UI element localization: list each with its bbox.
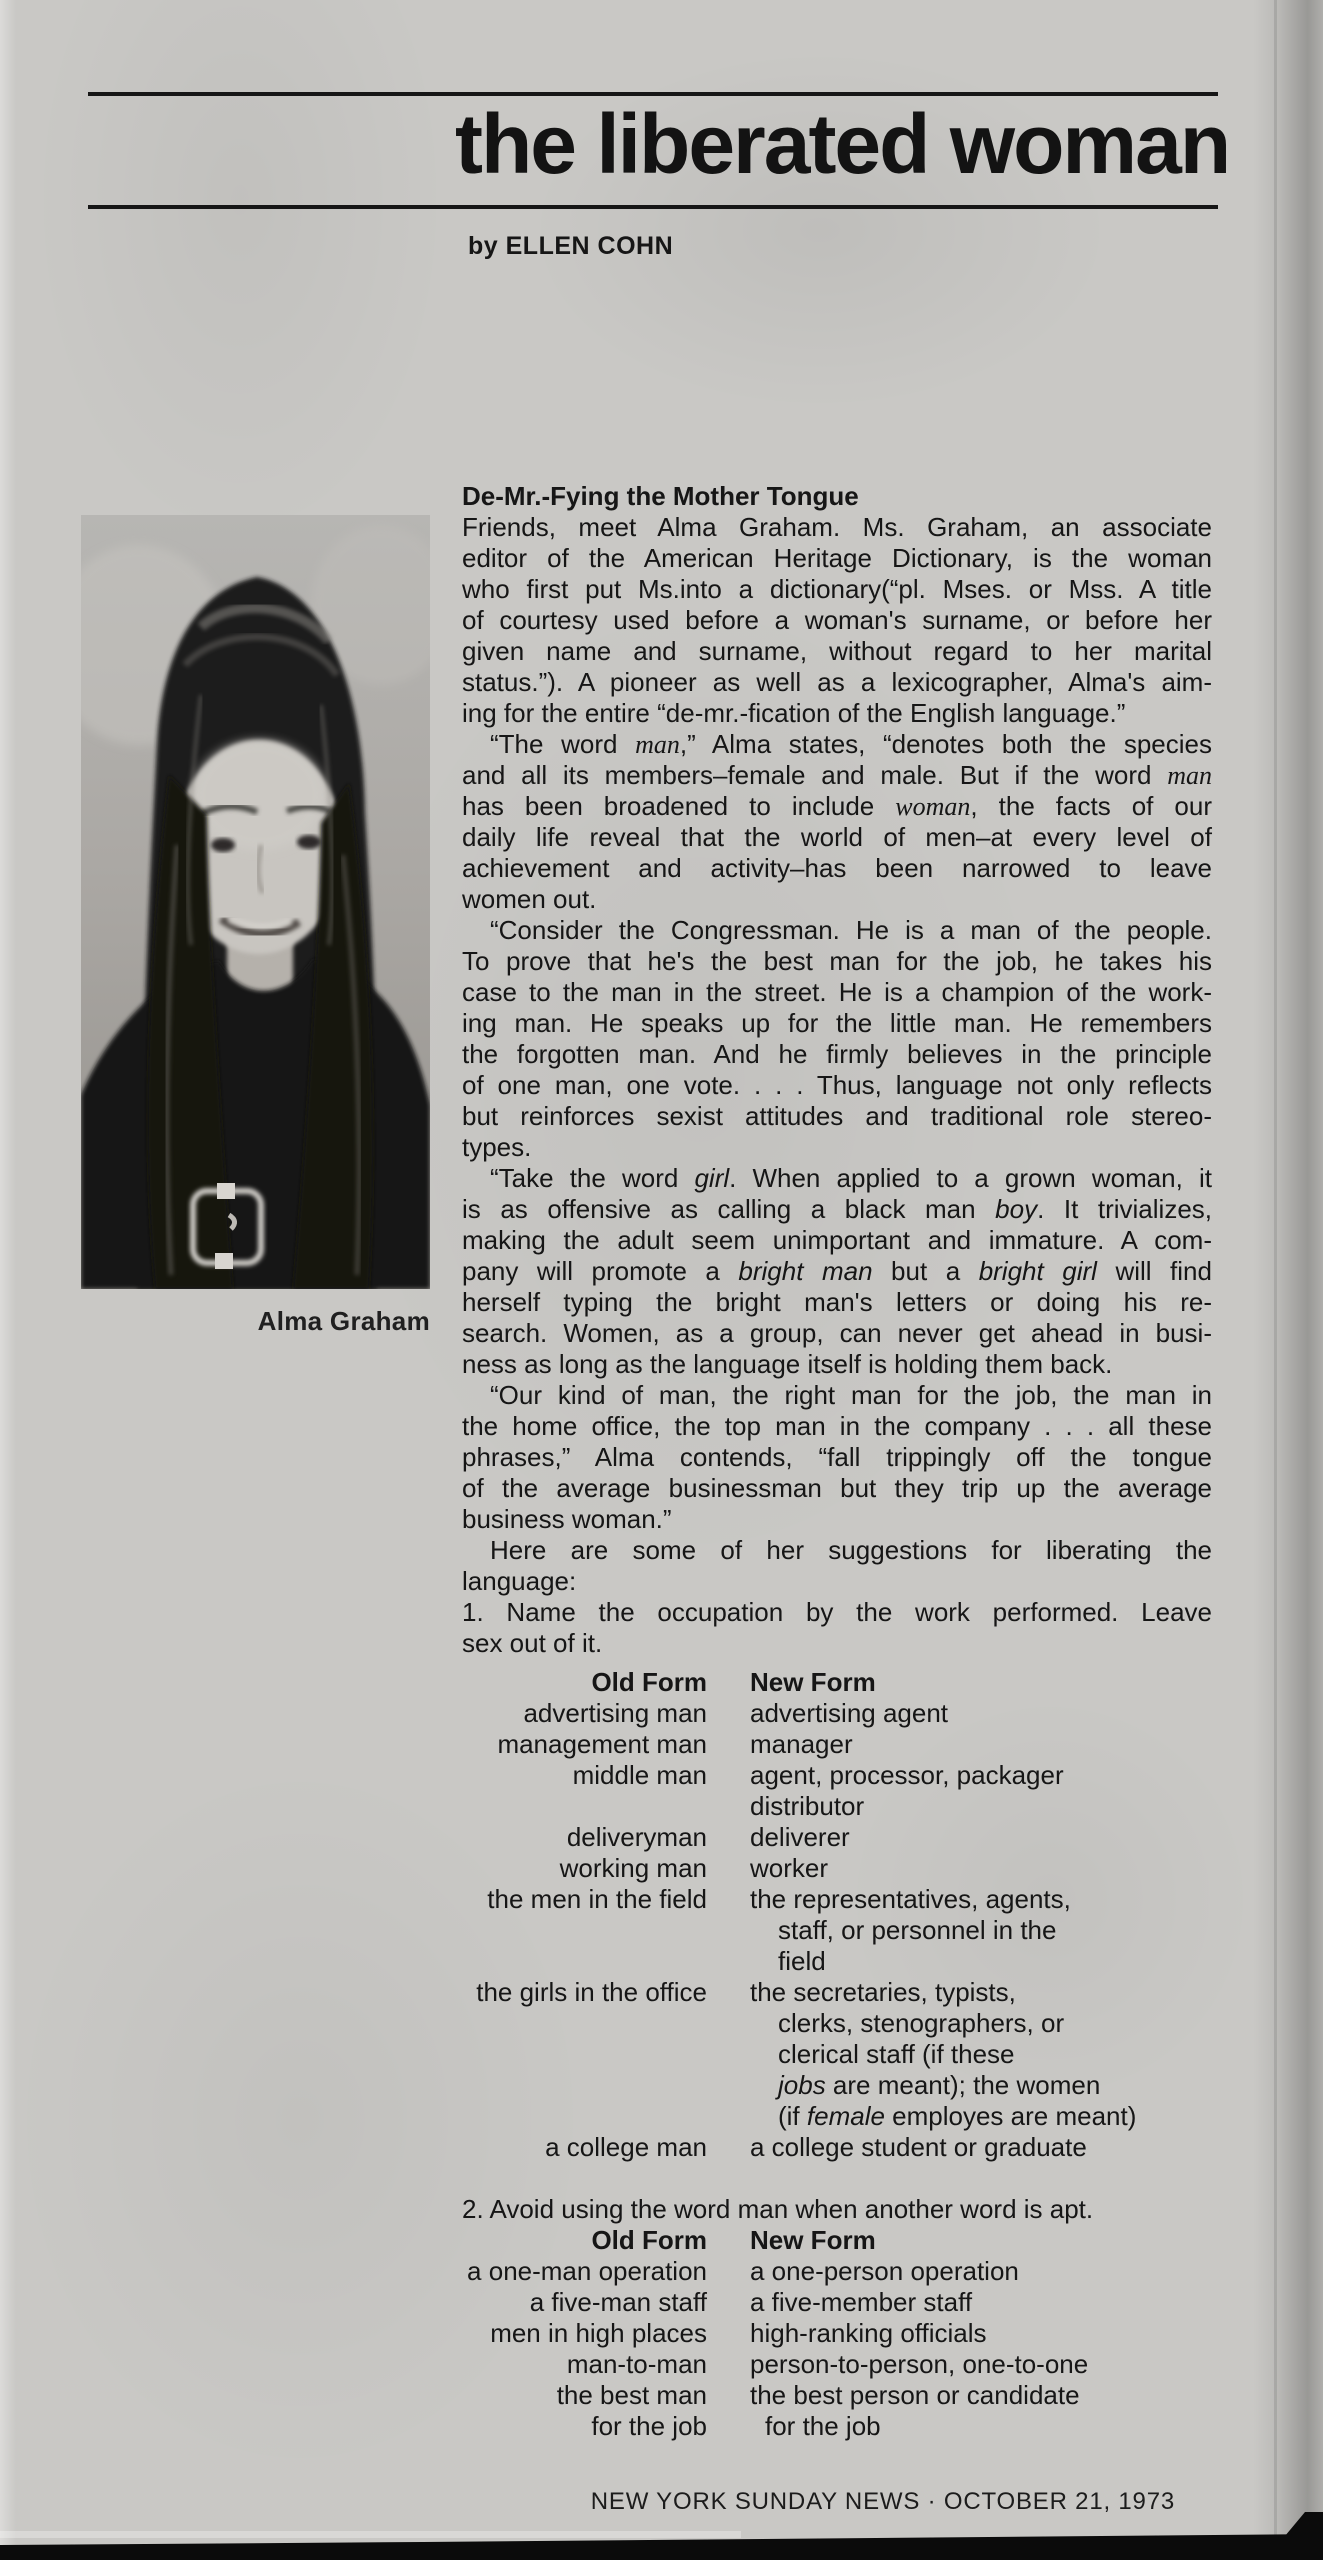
old-form-cell: a one-man operation xyxy=(467,2256,707,2286)
table-row xyxy=(462,2287,1212,2318)
portrait-illustration xyxy=(81,515,430,1289)
paragraph xyxy=(462,729,1212,915)
new-form-cell: clerical staff (if these xyxy=(778,2039,1015,2069)
new-form-cell: a five-member staff xyxy=(750,2287,973,2317)
new-form-cell: manager xyxy=(750,1729,853,1759)
table-row xyxy=(462,2101,1212,2132)
table-row xyxy=(462,1791,1212,1822)
text-line: the home office, the top man in the company . . . all these xyxy=(462,1411,1212,1441)
table-row xyxy=(462,1853,1212,1884)
new-form-cell: high-ranking officials xyxy=(750,2318,987,2348)
text-line: To prove that he's the best man for the job, he takes his xyxy=(462,946,1212,976)
text-line: ing man. He speaks up for the little man. He remembers xyxy=(462,1008,1212,1038)
text-line: search. Women, as a group, can never get ahead in busi- xyxy=(462,1318,1212,1348)
table-row xyxy=(462,1822,1212,1853)
text-line: business woman.” xyxy=(462,1504,672,1534)
old-form-cell: management man xyxy=(497,1729,707,1759)
text-line: women out. xyxy=(462,884,597,914)
text-line: the forgotten man. And he firmly believes in the principle xyxy=(462,1039,1212,1069)
footer-credit: NEW YORK SUNDAY NEWS · OCTOBER 21, 1973 xyxy=(590,2488,1175,2515)
table-row xyxy=(462,2318,1212,2349)
article-heading: De-Mr.-Fying the Mother Tongue xyxy=(462,481,859,511)
table-header-row xyxy=(462,2225,1212,2256)
old-form-cell: deliveryman xyxy=(566,1822,707,1852)
text-line: and all its members–female and male. But if the word man xyxy=(462,760,1212,790)
text-line: case to the man in the street. He is a champion of the work- xyxy=(462,977,1212,1007)
old-form-cell xyxy=(462,1946,707,1977)
new-form-cell: agent, processor, packager xyxy=(750,1760,1064,1790)
table-row xyxy=(462,2411,1212,2442)
old-form-cell xyxy=(462,1791,707,1822)
text-line: types. xyxy=(462,1132,532,1162)
portrait-photo xyxy=(81,515,430,1289)
new-form-cell: the secretaries, typists, xyxy=(750,1977,1016,2007)
table-row xyxy=(462,1884,1212,1915)
table-row xyxy=(462,1698,1212,1729)
text-line: given name and surname, without regard to her marital xyxy=(462,636,1212,666)
text-line: phrases,” Alma contends, “fall trippingly off the tongue xyxy=(462,1442,1212,1472)
old-form-cell xyxy=(462,2039,707,2070)
new-form-cell: jobs are meant); the women xyxy=(778,2070,1101,2100)
new-form-cell: a college student or graduate xyxy=(750,2132,1087,2162)
text-line: ing for the entire “de-mr.-fication of the English language.” xyxy=(462,698,1126,728)
text-line: but reinforces sexist attitudes and traditional role stereo- xyxy=(462,1101,1212,1131)
text-line: who first put Ms.into a dictionary(“pl. Mses. or Mss. A title xyxy=(462,574,1212,604)
text-line: “Take the word girl. When applied to a grown woman, it xyxy=(490,1163,1212,1193)
old-form-cell xyxy=(462,2008,707,2039)
text-line: making the adult seem unimportant and immature. A com- xyxy=(462,1225,1212,1255)
conversion-table-2 xyxy=(462,2194,1212,2442)
old-form-cell: a five-man staff xyxy=(529,2287,707,2317)
table-row xyxy=(462,1946,1212,1977)
old-form-cell: advertising man xyxy=(523,1698,707,1728)
table-row xyxy=(462,2256,1212,2287)
paragraph xyxy=(462,512,1212,729)
text-line: herself typing the bright man's letters or doing his re- xyxy=(462,1287,1212,1317)
text-line: editor of the American Heritage Dictionary, is the woman xyxy=(462,543,1212,573)
old-form-cell: working man xyxy=(559,1853,707,1883)
text-line: 1. Name the occupation by the work performed. Leave xyxy=(462,1597,1212,1627)
text-line: “Consider the Congressman. He is a man of the people. xyxy=(490,915,1212,945)
new-form-cell: field xyxy=(778,1946,826,1976)
new-form-cell: deliverer xyxy=(750,1822,850,1852)
new-form-cell: distributor xyxy=(750,1791,865,1821)
new-form-cell: staff, or personnel in the xyxy=(778,1915,1057,1945)
text-line: pany will promote a bright man but a bright girl will find xyxy=(462,1256,1212,1286)
text-line: ness as long as the language itself is holding them back. xyxy=(462,1349,1113,1379)
left-edge-highlight xyxy=(0,0,16,2560)
table-row xyxy=(462,1977,1212,2008)
new-form-cell: advertising agent xyxy=(750,1698,949,1728)
article-column xyxy=(462,481,1212,2442)
new-form-cell: the representatives, agents, xyxy=(750,1884,1071,1914)
new-form-cell: (if female employes are meant) xyxy=(778,2101,1137,2131)
table-row xyxy=(462,2380,1212,2411)
old-form-cell: man-to-man xyxy=(566,2349,707,2379)
photo-caption: Alma Graham xyxy=(257,1306,430,1336)
old-form-cell: men in high places xyxy=(490,2318,707,2348)
page-edge-crease xyxy=(1274,0,1277,2560)
text-line: Here are some of her suggestions for liberating the xyxy=(490,1535,1212,1565)
new-form-cell: a one-person operation xyxy=(750,2256,1019,2286)
table-row xyxy=(462,1729,1212,1760)
stacked-pages-edge xyxy=(0,2531,741,2538)
paragraph xyxy=(462,1597,1212,1659)
old-form-cell xyxy=(462,1915,707,1946)
page-title: the liberated woman xyxy=(455,97,1230,191)
paragraph xyxy=(462,915,1212,1163)
table-header-row xyxy=(462,1667,1212,1698)
table-row xyxy=(462,1915,1212,1946)
old-form-cell xyxy=(462,2070,707,2101)
masthead-rule-bottom xyxy=(88,205,1218,209)
old-form-cell: a college man xyxy=(545,2132,707,2162)
table-row xyxy=(462,2132,1212,2163)
text-line: Friends, meet Alma Graham. Ms. Graham, an associate xyxy=(462,512,1212,542)
new-form-cell: worker xyxy=(750,1853,829,1883)
old-form-cell: the men in the field xyxy=(487,1884,707,1914)
table-intro: 2. Avoid using the word man when another word is apt. xyxy=(462,2194,1094,2224)
conversion-table-1 xyxy=(462,1667,1212,2163)
text-line: has been broadened to include woman, the facts of our xyxy=(462,791,1212,821)
text-line: daily life reveal that the world of men–at every level of xyxy=(462,822,1212,852)
old-form-cell: the girls in the office xyxy=(476,1977,707,2007)
table-row xyxy=(462,2008,1212,2039)
new-form-cell: person-to-person, one-to-one xyxy=(750,2349,1089,2379)
text-line: language: xyxy=(462,1566,577,1596)
paragraph xyxy=(462,1163,1212,1380)
old-form-header: Old Form xyxy=(591,2225,707,2255)
table-row xyxy=(462,1760,1212,1791)
text-line: is as offensive as calling a black man boy. It trivializes, xyxy=(462,1194,1213,1224)
old-form-cell: for the job xyxy=(591,2411,707,2441)
table-row xyxy=(462,2070,1212,2101)
paragraph xyxy=(462,1535,1212,1597)
text-line: achievement and activity–has been narrowed to leave xyxy=(462,853,1212,883)
new-form-header: New Form xyxy=(750,2225,876,2255)
text-line: status.”). A pioneer as well as a lexicographer, Alma's aim- xyxy=(462,667,1212,697)
new-form-cell: clerks, stenographers, or xyxy=(778,2008,1065,2038)
paragraphs xyxy=(462,512,1212,1659)
text-line: of one man, one vote. . . . Thus, language not only reflects xyxy=(462,1070,1212,1100)
old-form-cell: middle man xyxy=(572,1760,707,1790)
text-line: sex out of it. xyxy=(462,1628,603,1658)
new-form-header: New Form xyxy=(750,1667,876,1697)
byline: by ELLEN COHN xyxy=(468,232,674,260)
paragraph xyxy=(462,1380,1212,1535)
table-row xyxy=(462,2039,1212,2070)
old-form-cell: the best man xyxy=(556,2380,707,2410)
page-edge-shadow xyxy=(1253,0,1323,2560)
old-form-header: Old Form xyxy=(591,1667,707,1697)
text-line: of courtesy used before a woman's surname, or before her xyxy=(462,605,1212,635)
old-form-cell xyxy=(462,2101,707,2132)
text-line: “Our kind of man, the right man for the job, the man in xyxy=(490,1380,1212,1410)
new-form-cell: the best person or candidate xyxy=(750,2380,1080,2410)
text-line: of the average businessman but they trip up the average xyxy=(462,1473,1212,1503)
text-line: “The word man,” Alma states, “denotes both the species xyxy=(490,729,1212,759)
table-row xyxy=(462,2349,1212,2380)
new-form-cell: for the job xyxy=(765,2411,881,2441)
